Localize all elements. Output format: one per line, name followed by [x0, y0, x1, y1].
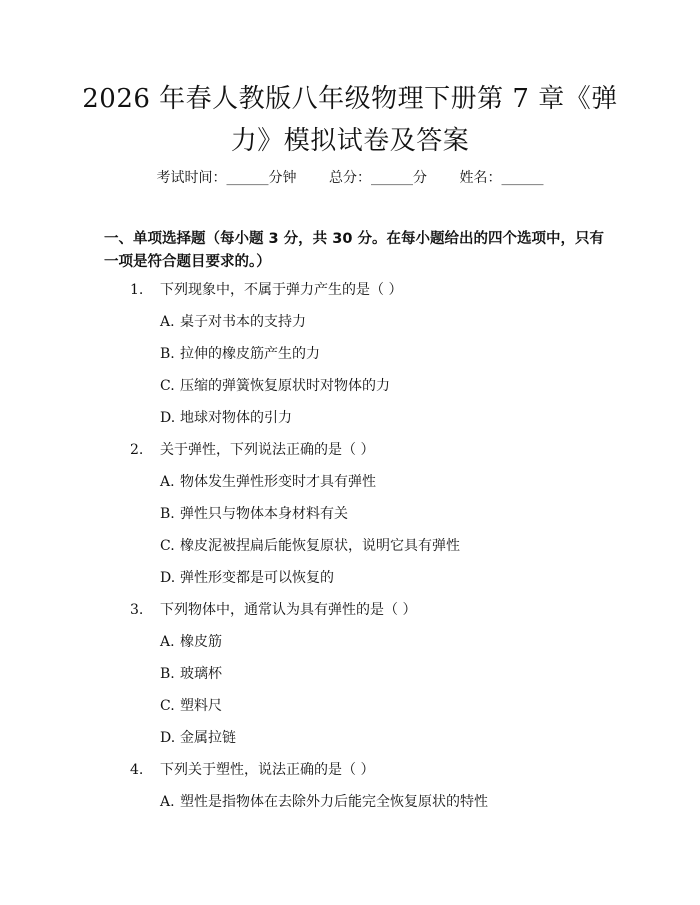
option-text: 金属拉链: [180, 730, 236, 746]
option-text: 物体发生弹性形变时才具有弹性: [180, 474, 376, 490]
option-item: [0, 664, 700, 696]
page-title-line-2: 力》模拟试卷及答案: [230, 126, 470, 156]
page-title-line-1: 2026 年春人教版八年级物理下册第 7 章《弹: [82, 84, 618, 114]
option-item: [0, 696, 700, 728]
question-text: 下列现象中，不属于弹力产生的是（ ）: [160, 282, 403, 298]
question-number: 2.: [130, 442, 144, 458]
option-text: 弹性只与物体本身材料有关: [180, 506, 348, 522]
option-letter: A.: [160, 314, 175, 330]
question-stem: [0, 760, 700, 792]
question-number: 3.: [130, 602, 144, 618]
section-heading: 一、单项选择题（每小题 3 分，共 30 分。在每小题给出的四个选项中，只有一项是符合题目要求的。）: [104, 231, 604, 270]
option-item: [0, 568, 700, 600]
option-letter: C.: [160, 698, 175, 714]
option-letter: B.: [160, 346, 175, 362]
option-letter: A.: [160, 474, 175, 490]
page-title: [60, 78, 640, 162]
option-letter: D.: [160, 730, 176, 746]
option-item: [0, 728, 700, 760]
question-stem: [0, 440, 700, 472]
option-letter: B.: [160, 666, 175, 682]
question-stem: [0, 280, 700, 312]
question-item: [0, 280, 700, 440]
option-list: [0, 312, 700, 440]
option-list: [0, 472, 700, 600]
option-letter: A.: [160, 794, 175, 810]
question-item: [0, 760, 700, 824]
option-item: [0, 472, 700, 504]
question-item: [0, 600, 700, 760]
option-item: [0, 536, 700, 568]
option-item: [0, 408, 700, 440]
total-score-field: 总分：______分: [329, 170, 427, 186]
option-text: 橡皮泥被捏扁后能恢复原状，说明它具有弹性: [180, 538, 460, 554]
option-letter: A.: [160, 634, 175, 650]
exam-time-field: 考试时间：______分钟: [156, 170, 297, 186]
question-text: 下列物体中，通常认为具有弹性的是（ ）: [160, 602, 417, 618]
student-name-field: 姓名：______: [459, 170, 544, 186]
option-text: 压缩的弹簧恢复原状时对物体的力: [180, 378, 390, 394]
question-number: 4.: [130, 762, 144, 778]
option-letter: D.: [160, 570, 176, 586]
option-text: 拉伸的橡皮筋产生的力: [180, 346, 320, 362]
question-list: [0, 280, 700, 824]
question-text: 关于弹性，下列说法正确的是（ ）: [160, 442, 375, 458]
question-item: [0, 440, 700, 600]
option-item: [0, 792, 700, 824]
option-text: 地球对物体的引力: [180, 410, 292, 426]
option-text: 橡皮筋: [180, 634, 222, 650]
option-list: [0, 792, 700, 824]
exam-info-line: [0, 168, 700, 188]
option-text: 弹性形变都是可以恢复的: [180, 570, 334, 586]
option-letter: C.: [160, 378, 175, 394]
question-text: 下列关于塑性，说法正确的是（ ）: [160, 762, 375, 778]
option-letter: B.: [160, 506, 175, 522]
question-number: 1.: [130, 282, 144, 298]
option-text: 塑性是指物体在去除外力后能完全恢复原状的特性: [180, 794, 488, 810]
option-text: 塑料尺: [180, 698, 222, 714]
option-item: [0, 344, 700, 376]
option-item: [0, 632, 700, 664]
option-item: [0, 504, 700, 536]
option-text: 玻璃杯: [180, 666, 222, 682]
question-stem: [0, 600, 700, 632]
option-letter: D.: [160, 410, 176, 426]
option-list: [0, 632, 700, 760]
option-item: [0, 312, 700, 344]
option-item: [0, 376, 700, 408]
option-letter: C.: [160, 538, 175, 554]
option-text: 桌子对书本的支持力: [180, 314, 306, 330]
